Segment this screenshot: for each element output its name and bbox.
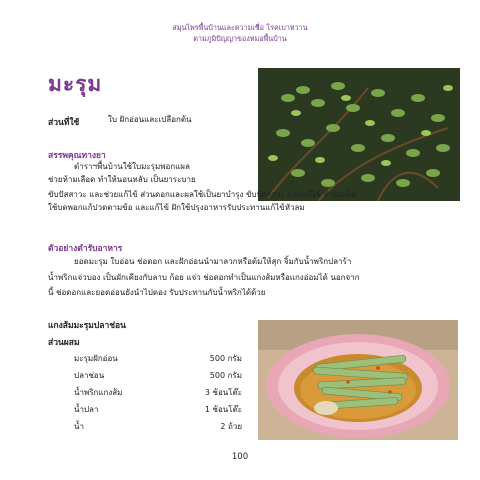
recipes-line-3: นี้ ช่อดอกและยอดอ่อนยังนำไปดอง รับประทานกับน้ำพริกได้ด้วย xyxy=(48,288,266,297)
properties-heading: สรรพคุณทางยา xyxy=(48,151,106,161)
ingredient-name: ปลาช่อน xyxy=(74,371,105,380)
ingredient-qty: 500 กรัม xyxy=(209,371,242,380)
ingredient-qty: 500 กรัม xyxy=(209,354,242,363)
dish-name: แกงส้มมะรุมปลาช่อน xyxy=(48,321,126,331)
ingredient-name: น้ำปลา xyxy=(74,405,99,414)
properties-line-4: ใช้บดพอกแก้ปวดตามข้อ และแก้ไข้ ฝักใช้ปรุงอาหารรับประทานแก้ไข้หัวลม xyxy=(48,203,305,212)
recipes-line-1: ยอดมะรุม ใบอ่อน ช่อดอก และฝักอ่อนนำมาลวกหรือต้มให้สุก จิ้มกับน้ำพริกปลาร้า xyxy=(74,257,352,266)
moringa-leaves-illustration xyxy=(258,68,460,201)
properties-line-1: ตำราฯพื้นบ้านใช้ใบมะรุมพอกแผล xyxy=(74,162,190,171)
properties-line-3: ขับปัสสาวะ และช่วยแก้ไข้ ส่วนดอกและผลใช้เป็นยาบำรุง ขับปัสสาวะ และแก้ไข้ ส่วนเมล็ด xyxy=(48,190,357,199)
parts-used-value: ใบ ฝักอ่อนและเปลือกต้น xyxy=(108,115,192,124)
recipes-heading: ตัวอย่างตำรับอาหาร xyxy=(48,244,123,254)
page-header xyxy=(0,22,480,44)
ingredient-name: น้ำ xyxy=(74,422,84,431)
page-number: 100 xyxy=(231,452,249,462)
moringa-leaves-photo xyxy=(258,68,460,201)
ingredients-heading: ส่วนผสม xyxy=(48,338,80,348)
ingredient-qty: 1 ช้อนโต๊ะ xyxy=(204,405,242,414)
parts-used-label: ส่วนที่ใช้ xyxy=(48,118,80,128)
ingredient-qty: 2 ถ้วย xyxy=(220,422,242,431)
header-line-1: สมุนไพรพื้นบ้านและความเชื่อ โรคเบาหวาน xyxy=(172,23,308,32)
ingredient-qty: 3 ช้อนโต๊ะ xyxy=(204,388,242,397)
header-line-2: ตามภูมิปัญญาของหมอพื้นบ้าน xyxy=(193,34,287,43)
curry-bowl-illustration xyxy=(258,320,458,440)
ingredient-name: มะรุมฝักอ่อน xyxy=(74,354,118,363)
page-title: มะรุม xyxy=(48,72,103,96)
moringa-curry-photo xyxy=(258,320,458,440)
recipes-line-2: น้ำพริกแจ่วบอง เป็นผักเคียงกับลาบ ก้อย แจ่ว ช่อดอกทำเป็นแกงส้มหรือแกงอ่อมได้ นอกจาก xyxy=(48,273,360,282)
ingredient-name: น้ำพริกแกงส้ม xyxy=(74,388,123,397)
properties-line-2: ช่วยห้ามเลือด ทำให้นอนหลับ เป็นยาระบาย xyxy=(48,175,196,184)
